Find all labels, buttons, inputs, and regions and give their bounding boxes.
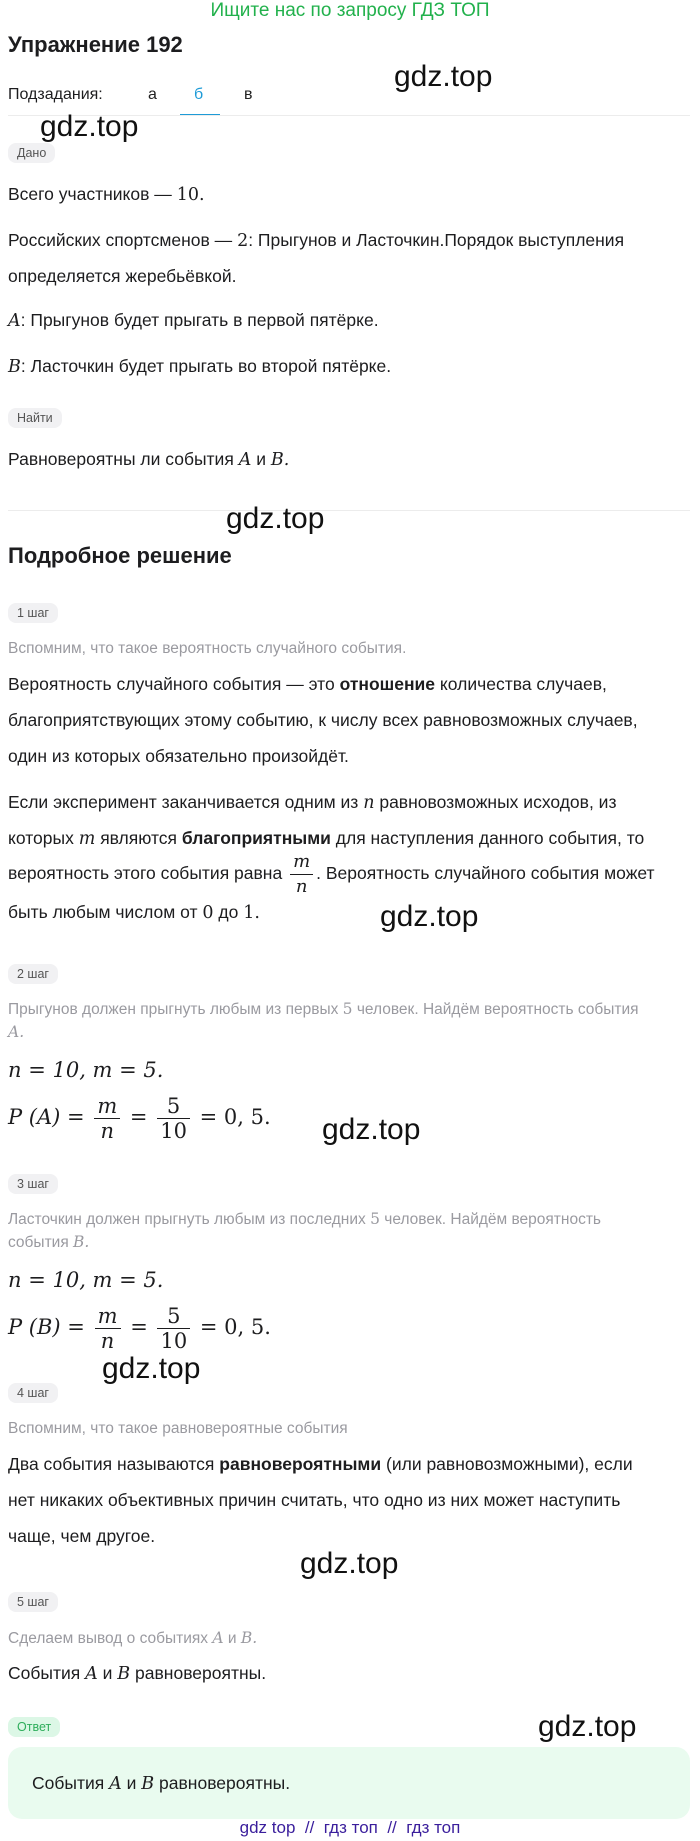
equation-probability: P (A) = $\frac{m}{n}$ = $\frac{5}{10}$ = 0, 5. [8,1094,271,1143]
step1-paragraph-2-line4: быть любым числом от 0 до 1. [8,902,260,923]
page-title: Упражнение 192 [8,32,183,57]
answer-badge: Ответ [8,1717,60,1737]
subtasks-label: Подзадания: [8,86,103,103]
step4-paragraph-line3: чаще, чем другое. [8,1526,156,1546]
step1-paragraph-2: Если эксперимент заканчивается одним из n равновозможных исходов, из [8,792,617,813]
watermark: gdz.top [40,110,139,143]
tab-b[interactable]: б [194,86,204,103]
step-hint: Сделаем вывод о событиях A и B. [8,1629,258,1647]
equation: n = 10, m = 5. [8,1268,164,1292]
step-badge: 2 шаг [8,964,58,984]
step-badge: 4 шаг [8,1383,58,1403]
step1-paragraph-1-line3: один из которых обязательно произойдёт. [8,746,349,766]
answer-text: События A и B равновероятны. [32,1773,291,1794]
watermark: gdz.top [538,1710,637,1743]
step-hint: Вспомним, что такое равновероятные события [8,1420,348,1437]
watermark: gdz.top [322,1113,421,1146]
given-event-a: A: Прыгунов будет прыгать в первой пятёрке. [8,310,379,331]
step-badge: 5 шаг [8,1592,58,1612]
solution-heading: Подробное решение [8,543,232,568]
step-hint: Прыгунов должен прыгнуть любым из первых 5 человек. Найдём вероятность события A. [8,1000,639,1041]
footer-links[interactable]: gdz top // гдз топ // гдз топ [239,1818,461,1837]
step1-paragraph-1: Вероятность случайного события — это отношение количества случаев, [8,674,607,694]
watermark: gdz.top [300,1547,399,1580]
step1-paragraph-1-line2: благоприятствующих этому событию, к числу всех равновозможных случаев, [8,710,638,730]
divider [8,510,690,511]
watermark: gdz.top [380,900,479,933]
given-line-1: Всего участников — 10. [8,184,205,205]
find-badge: Найти [8,408,62,428]
top-banner[interactable]: Ищите нас по запросу ГДЗ ТОП [210,0,490,21]
step-hint: Ласточкин должен прыгнуть любым из последних 5 человек. Найдём вероятность события B. [8,1210,601,1251]
given-badge: Дано [8,143,55,163]
step5-conclusion: События A и B равновероятны. [8,1663,267,1684]
fraction: $\frac{m}{n}$ [290,850,313,899]
watermark: gdz.top [226,502,325,535]
step-hint: Вспомним, что такое вероятность случайного события. [8,640,407,657]
equation: n = 10, m = 5. [8,1058,164,1082]
tab-a[interactable]: а [148,86,157,103]
given-line-2: Российских спортсменов — 2: Прыгунов и Ласточкин.Порядок выступления [8,230,625,251]
step4-paragraph-line2: нет никаких объективных причин считать, что одно из них может наступить [8,1490,621,1510]
watermark: gdz.top [102,1352,201,1385]
watermark: gdz.top [394,60,493,93]
given-event-b: B: Ласточкин будет прыгать во второй пятёрке. [8,356,392,377]
given-line-3: определяется жеребьёвкой. [8,266,237,286]
step4-paragraph: Два события называются равновероятными (или равновозможными), если [8,1454,633,1474]
step1-paragraph-2-line2: которых m являются благоприятными для наступления данного события, то [8,828,645,849]
tab-v[interactable]: в [244,86,253,103]
find-question: Равновероятны ли события A и B. [8,449,290,470]
step1-paragraph-2-line3: вероятность этого события равна $\frac{m}{n}$ . Вероятность случайного события может [8,850,655,897]
equation-probability: P (B) = $\frac{m}{n}$ = $\frac{5}{10}$ = 0, 5. [8,1304,271,1353]
step-badge: 3 шаг [8,1174,58,1194]
step-badge: 1 шаг [8,603,58,623]
